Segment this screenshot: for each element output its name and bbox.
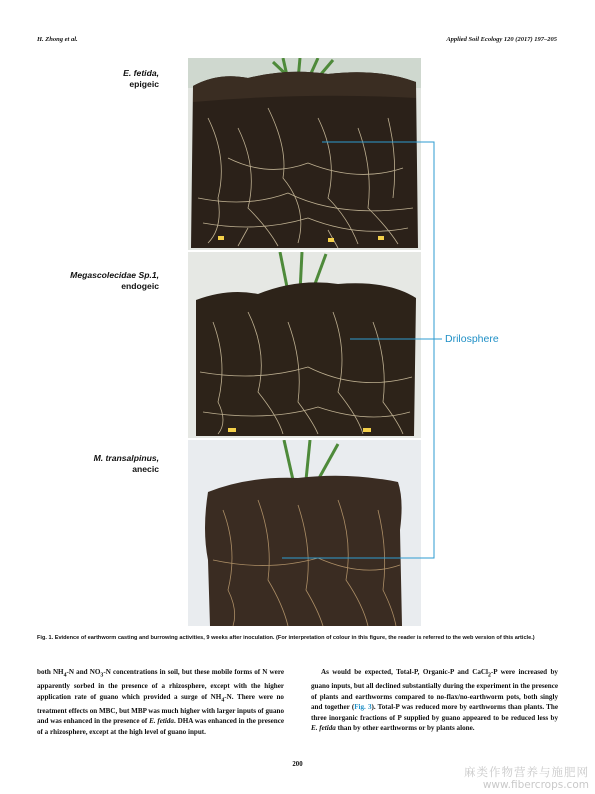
figure-caption: Fig. 1. Evidence of earthworm casting and burrowing activities, 9 weeks after inoculation. (For interpretation of colour in this figure, the reader is referred to the web version of this article.) xyxy=(37,635,535,641)
watermark-chinese: 麻类作物营养与施肥网 xyxy=(464,765,589,779)
body-column-left: both $NH_4-N$ and $NO_3-N$ concentrations in soil, but these mobile forms of N were apparently sorbed in the presence of a rhizosphere, except with the higher application rate of guano which provided a surge of $NH_4-N$. There were no treatment effects on MBC, but MBP was much higher with larger inputs of guano and was enhanced in the presence of E. fetida. DHA was enhanced in the presence of a rhizosphere, except at the high level of guano input. xyxy=(37,668,284,736)
page-number: 200 xyxy=(292,761,303,768)
figure-3-link[interactable]: Fig. 3 xyxy=(354,703,372,712)
panel-label-epigeic: E. fetida, epigeic xyxy=(123,68,159,89)
running-header-authors: H. Zhong et al. xyxy=(37,36,78,43)
body-column-right: As would be expected, Total-P, Organic-P and CaCl$_2$-P were increased by guano inputs, but all declined substantially during the experiment in the presence of plants and earthworms compared to no-flax/no-earthworm pots, both singly and together (Fig. 3). Total-P was reduced more by earthworms than plants. The three inorganic fractions of P supplied by guano appeared to be reduced less by E. fetida than by other earthworms or by plants alone. xyxy=(311,668,558,733)
watermark-url: www.fibercrops.com xyxy=(482,779,589,791)
panel-label-endogeic: Megascolecidae Sp.1, endogeic xyxy=(70,270,159,291)
drilosphere-label: Drilosphere xyxy=(445,333,499,345)
panel-label-anecic: M. transalpinus, anecic xyxy=(93,453,159,474)
running-header-journal: Applied Soil Ecology 120 (2017) 197–205 xyxy=(446,36,557,43)
